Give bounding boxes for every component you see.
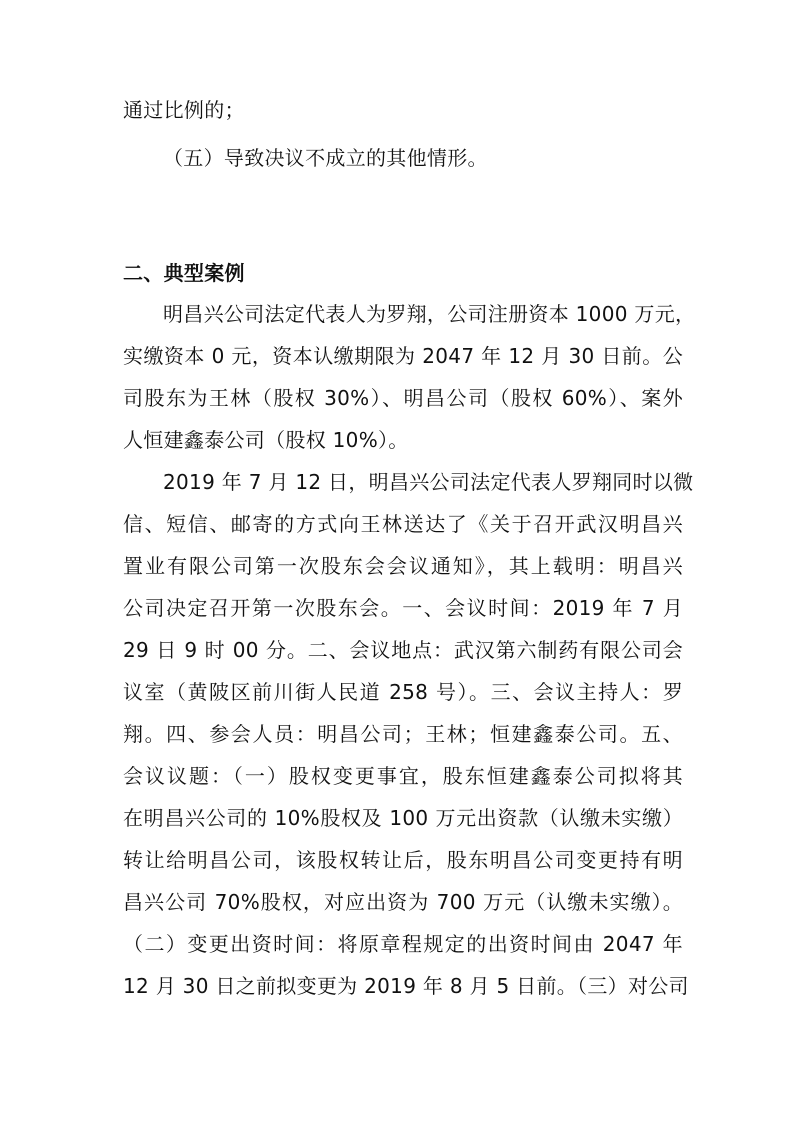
paragraph2-line-1: 2019 年 7 月 12 日，明昌兴公司法定代表人罗翔同时以微: [163, 470, 694, 494]
paragraph1-line-2: 实缴资本 0 元，资本认缴期限为 2047 年 12 月 30 日前。公: [123, 344, 683, 368]
paragraph2-line-4: 公司决定召开第一次股东会。一、会议时间：2019 年 7 月: [123, 596, 683, 620]
paragraph2-line-10: 转让给明昌公司，该股权转让后，股东明昌公司变更持有明: [123, 848, 683, 872]
paragraph2-line-11: 昌兴公司 70%股权，对应出资为 700 万元（认缴未实缴）。: [123, 890, 683, 914]
paragraph1-line-3: 司股东为王林（股权 30%）、明昌公司（股权 60%）、案外: [123, 386, 683, 410]
paragraph2-line-8: 会议议题：（一）股权变更事宜，股东恒建鑫泰公司拟将其: [123, 764, 683, 788]
paragraph2-line-3: 置业有限公司第一次股东会会议通知》，其上载明：明昌兴: [123, 554, 683, 578]
paragraph2-line-9: 在明昌兴公司的 10%股权及 100 万元出资款（认缴未实缴）: [123, 806, 683, 830]
continuation-line-2: （五）导致决议不成立的其他情形。: [163, 146, 488, 170]
paragraph2-line-6: 议室（黄陂区前川街人民道 258 号）。三、会议主持人：罗: [123, 680, 683, 704]
section-heading: 二、典型案例: [123, 261, 245, 285]
paragraph1-line-4: 人恒建鑫泰公司（股权 10%）。: [123, 428, 409, 452]
paragraph2-line-12: （二）变更出资时间：将原章程规定的出资时间由 2047 年: [123, 932, 683, 956]
paragraph2-line-13: 12 月 30 日之前拟变更为 2019 年 8 月 5 日前。（三）对公司: [123, 974, 689, 998]
paragraph1-line-1: 明昌兴公司法定代表人为罗翔，公司注册资本 1000 万元，: [163, 302, 696, 326]
continuation-line-1: 通过比例的；: [123, 98, 245, 122]
paragraph2-line-5: 29 日 9 时 00 分。二、会议地点：武汉第六制药有限公司会: [123, 638, 683, 662]
paragraph2-line-7: 翔。四、参会人员：明昌公司；王林；恒建鑫泰公司。五、: [123, 722, 683, 746]
paragraph2-line-2: 信、短信、邮寄的方式向王林送达了《关于召开武汉明昌兴: [123, 512, 683, 536]
